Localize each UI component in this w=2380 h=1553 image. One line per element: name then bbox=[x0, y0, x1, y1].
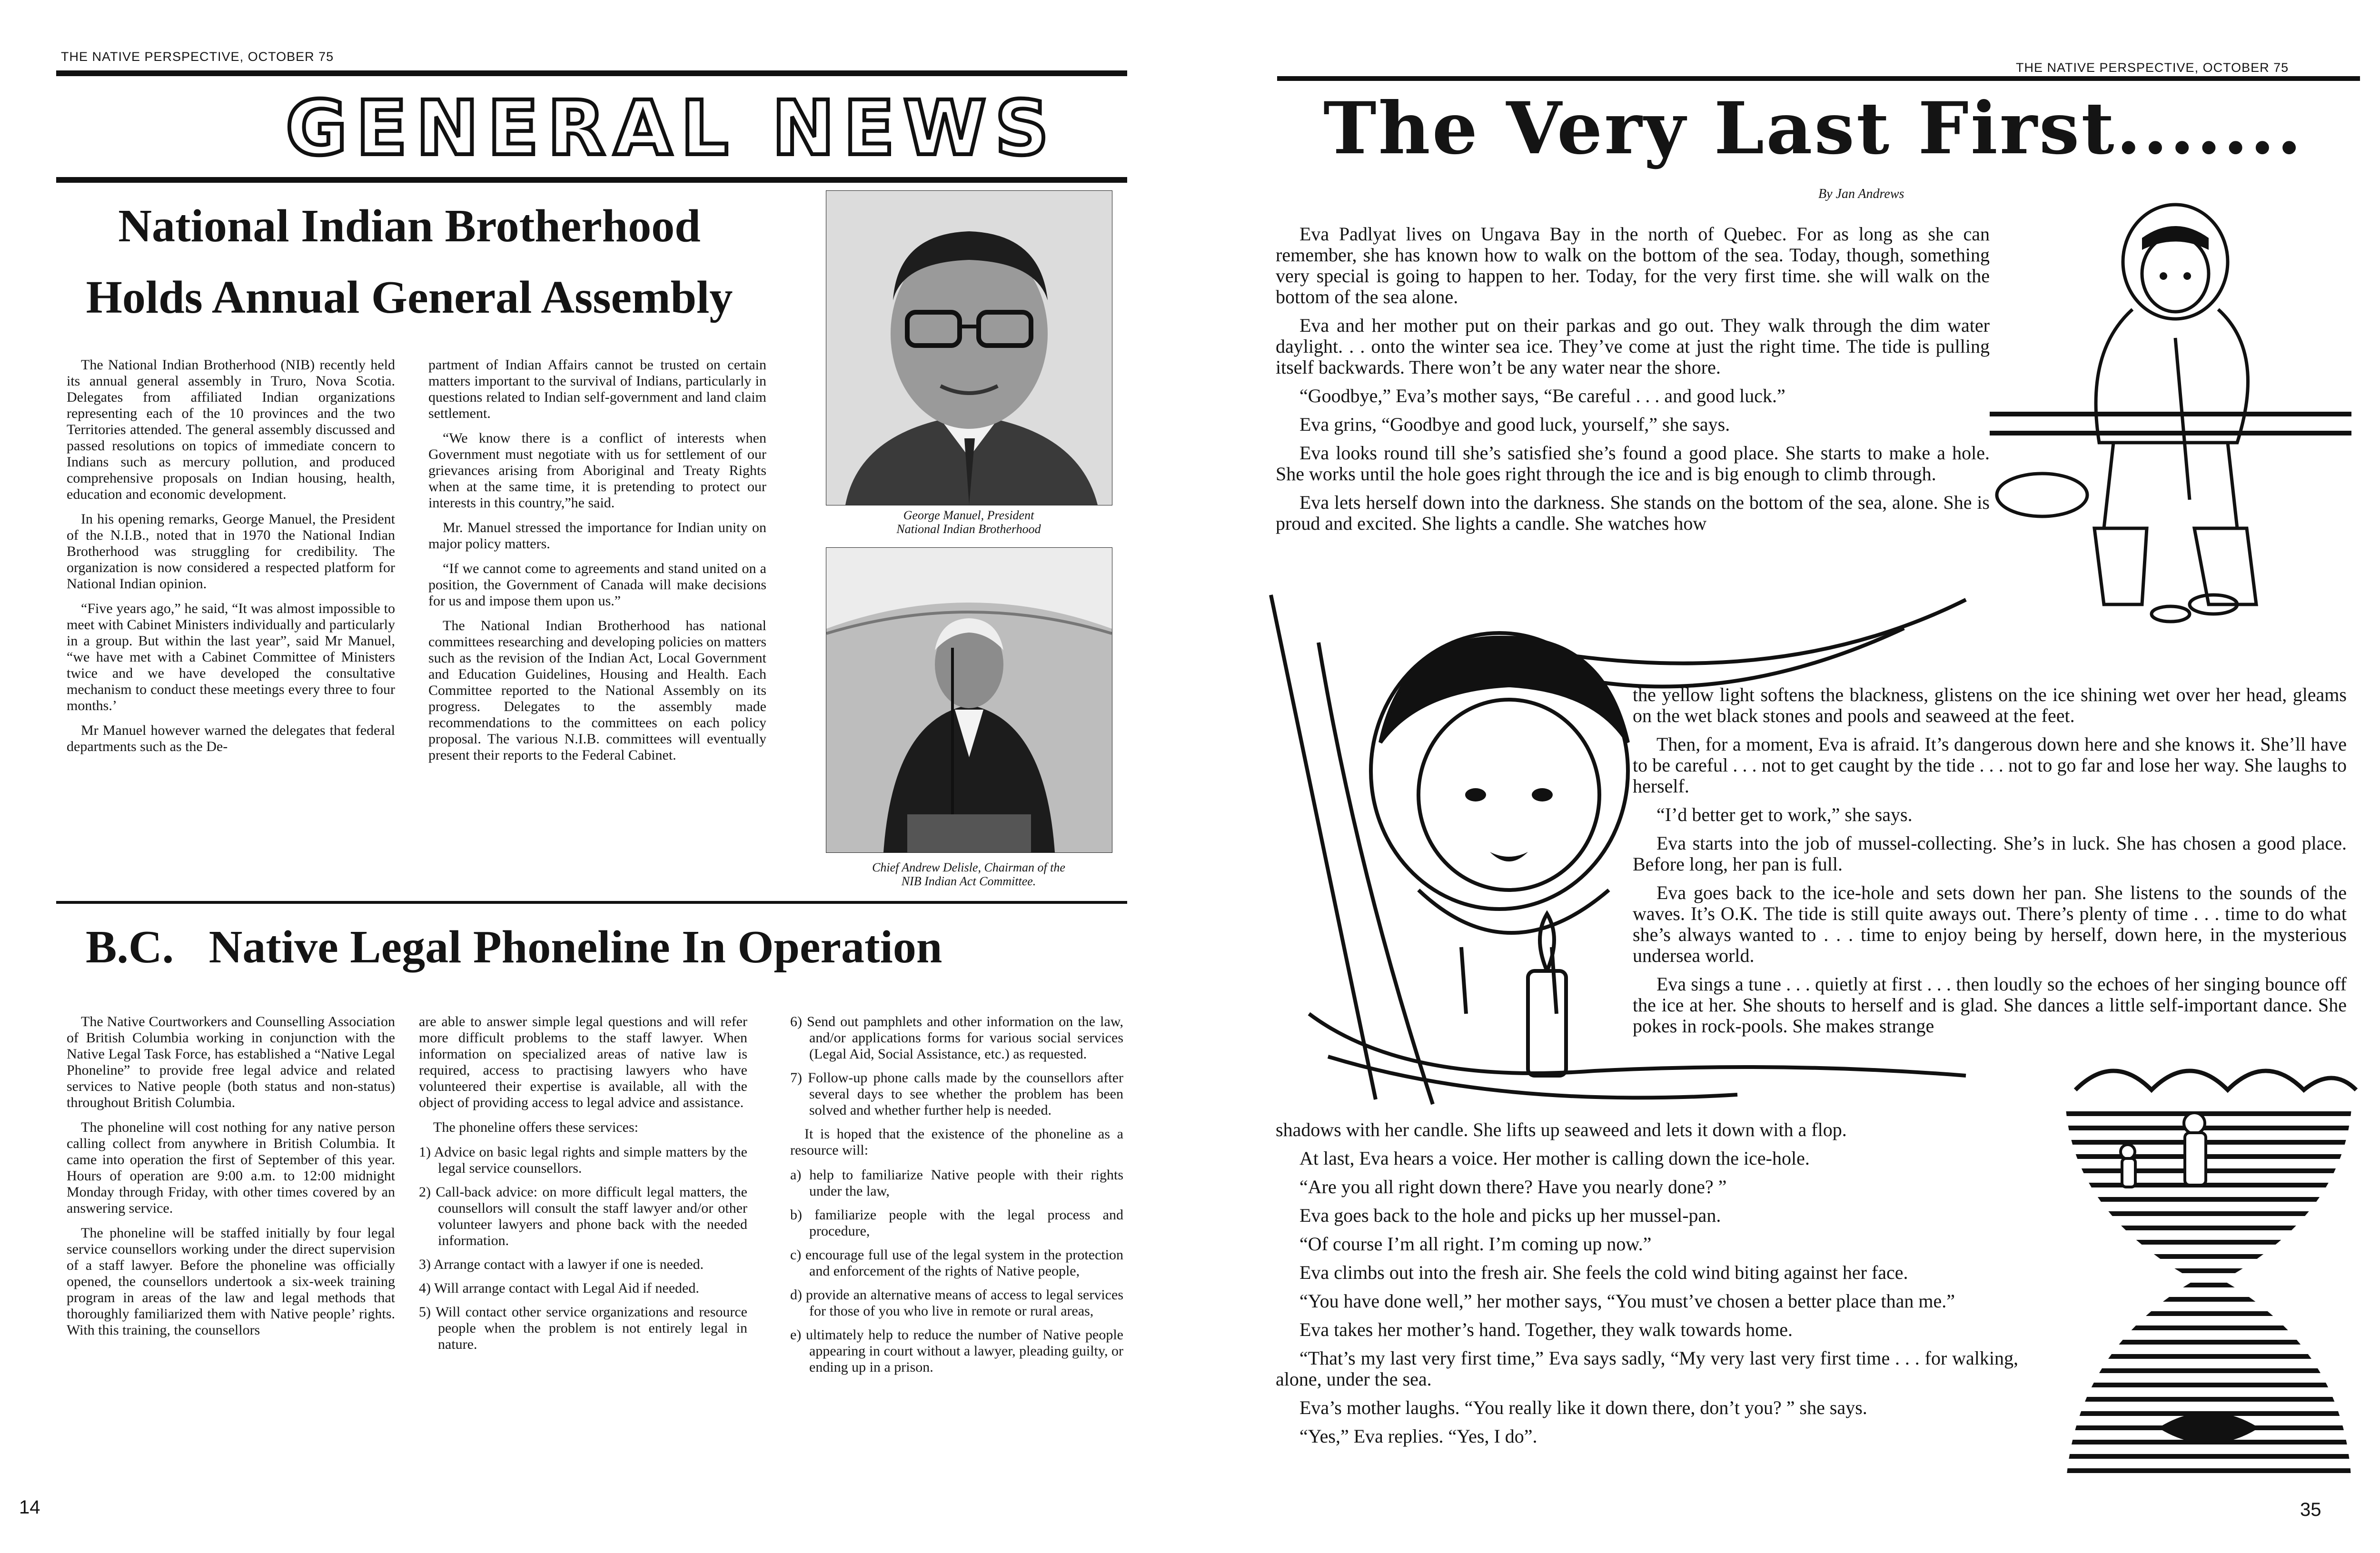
paragraph: “You have done well,” her mother says, “You must’ve chosen a better place than me.” bbox=[1299, 1290, 1955, 1312]
photo-andrew-delisle bbox=[826, 547, 1112, 853]
paragraph: The phoneline will be staffed initially by four legal service counsellors working under the direct supervision of a staff lawyer. Before the phoneline was officially opened, the counsellors undertook a six-week training program in areas of the law and legal methods that thoroughly familiarized them with Native people’ rights. With this training, the counsellors bbox=[67, 1225, 395, 1338]
paragraph: Then, for a moment, Eva is afraid. It’s dangerous down here and she knows it. She’ll have to be careful . . . not to get caught by the tide . . . not to go far and lose her way. She laughs to herself. bbox=[1633, 733, 2347, 797]
portrait-illustration bbox=[826, 191, 1112, 505]
photo-george-manuel bbox=[826, 190, 1112, 505]
list-item: 2) Call-back advice: on more difficult legal matters, the counsellors will consult the staff lawyer and/or other volunteer lawyers and phone back with the needed information. bbox=[419, 1184, 747, 1248]
left-page-number: 14 bbox=[19, 1497, 40, 1518]
right-top-rule bbox=[1277, 76, 2360, 81]
right-running-head: THE NATIVE PERSPECTIVE, OCTOBER 75 bbox=[2016, 60, 2289, 75]
paragraph: Eva starts into the job of mussel-collecting. She’s in luck. She has chosen a good place. Before long, her pan is full. bbox=[1633, 832, 2347, 875]
list-item: 6) Send out pamphlets and other information on the law, and/or applications forms for various social services (Legal Aid, Social Assistance, etc.) as requested. bbox=[790, 1014, 1123, 1062]
paragraph: shadows with her candle. She lifts up seaweed and lets it down with a flop. bbox=[1276, 1119, 1847, 1140]
article2-column-3 bbox=[790, 1014, 1123, 1383]
story-bottom bbox=[1276, 1119, 2018, 1454]
title-rule bbox=[56, 177, 1127, 183]
top-rule bbox=[56, 70, 1127, 76]
paragraph: Eva and her mother put on their parkas and go out. They walk through the dim water daylight. . . onto the winter sea ice. They’ve come at just the right time. The tide is pulling itself backwards. There won’t be any water near the shore. bbox=[1276, 315, 1990, 378]
left-running-head: THE NATIVE PERSPECTIVE, OCTOBER 75 bbox=[61, 49, 334, 64]
paragraph: The Native Courtworkers and Counselling Association of British Columbia working in conjunction with the Native Legal Task Force, has established a “Native Legal Phoneline” to provide free legal advice and related services to Native people (both status and non-status) throughout British Columbia. bbox=[67, 1014, 395, 1110]
paragraph: In his opening remarks, George Manuel, the President of the N.I.B., noted that in 1970 the National Indian Brotherhood was struggling for credibility. The organization is now considered a respected platform for National Indian opinion. bbox=[67, 511, 395, 592]
paragraph: “I’d better get to work,” she says. bbox=[1656, 804, 1913, 825]
paragraph: “Goodbye,” Eva’s mother says, “Be careful . . . and good luck.” bbox=[1299, 385, 1785, 406]
paragraph: At last, Eva hears a voice. Her mother is calling down the ice-hole. bbox=[1299, 1147, 1810, 1169]
hopes-list bbox=[790, 1167, 1123, 1375]
section-title: GENERAL NEWS bbox=[286, 85, 1058, 172]
article1-headline-line2: Holds Annual General Assembly bbox=[86, 272, 733, 323]
paragraph: The National Indian Brotherhood (NIB) recently held its annual general assembly in Truro, Nova Scotia. Delegates from affiliated Indian organizations representing each of the 10 provinces and the two Territories attended. The general assembly discussed and passed resolutions on topics of immediate concern to Indians such as mercury pollution, and produced comprehensive proposals on Indian housing, health, education and economic development. bbox=[67, 357, 395, 502]
article1-column-2 bbox=[428, 357, 766, 772]
paragraph: Eva sings a tune . . . quietly at first . . . then loudly so the echoes of her singing bounce off the ice at her. She shouts to herself and is glad. She dances a little self-important dance. She pokes in rock-pools. She makes strange bbox=[1633, 973, 2347, 1037]
paragraph: Mr Manuel however warned the delegates that federal departments such as the De- bbox=[67, 722, 395, 754]
story-middle bbox=[1633, 684, 2347, 1044]
paragraph: Eva lets herself down into the darkness. She stands on the bottom of the sea, alone. She is proud and excited. She lights a candle. She watches how bbox=[1276, 492, 1990, 534]
paragraph: Eva goes back to the ice-hole and sets down her pan. She listens to the sounds of the waves. It’s O.K. The tide is still quite aways out. There’s plenty of time . . . time to do what she’s always wanted to . . . time to enjoy being by herself, down here, in the mysterious undersea world. bbox=[1633, 882, 2347, 966]
list-item: e) ultimately help to reduce the number of Native people appearing in court without a lawyer, pleading guilty, or ending up in a prison. bbox=[790, 1327, 1123, 1375]
services-list bbox=[419, 1144, 747, 1353]
article2-column-1 bbox=[67, 1014, 395, 1347]
list-item: d) provide an alternative means of access to legal services for those of you who live in remote or rural areas, bbox=[790, 1287, 1123, 1319]
story-top bbox=[1276, 224, 1990, 542]
list-item: 7) Follow-up phone calls made by the counsellors after several days to see whether the problem has been solved and whether further help is needed. bbox=[790, 1070, 1123, 1118]
paragraph: Eva climbs out into the fresh air. She feels the cold wind biting against her face. bbox=[1299, 1262, 1908, 1283]
paragraph: The phoneline will cost nothing for any native person calling collect from anywhere in British Columbia. It came into operation the first of September of this year. Hours of operation are 9:00 a.m. to 12:00 midnight Monday through Friday, with other times covered by an answering service. bbox=[67, 1119, 395, 1216]
list-item: a) help to familiarize Native people with their rights under the law, bbox=[790, 1167, 1123, 1199]
paragraph: Eva Padlyat lives on Ungava Bay in the north of Quebec. For as long as she can remember, she has known how to walk on the bottom of the sea. Today, though, something very special is going to happen to her. Today, for the very first time. she will walk on the bottom of the sea alone. bbox=[1276, 223, 1990, 307]
article2-headline: B.C. Native Legal Phoneline In Operation bbox=[86, 921, 942, 973]
paragraph: Mr. Manuel stressed the importance for Indian unity on major policy matters. bbox=[428, 520, 766, 552]
list-item: 3) Arrange contact with a lawyer if one is needed. bbox=[419, 1256, 704, 1272]
paragraph: the yellow light softens the blackness, glistens on the ice shining wet over her head, gleams on the wet black stones and pools and seaweed at the feet. bbox=[1633, 684, 2347, 726]
caption-line: George Manuel, President bbox=[903, 508, 1034, 522]
list-item: 4) Will arrange contact with Legal Aid if needed. bbox=[419, 1280, 699, 1296]
paragraph: “Yes,” Eva replies. “Yes, I do”. bbox=[1299, 1425, 1537, 1447]
list-item: b) familiarize people with the legal process and procedure, bbox=[790, 1207, 1123, 1239]
services-list-continued bbox=[790, 1014, 1123, 1118]
caption-line: National Indian Brotherhood bbox=[896, 522, 1041, 536]
list-item: 5) Will contact other service organizations and resource people when the problem is not entirely legal in nature. bbox=[419, 1304, 747, 1352]
paragraph: Eva goes back to the hole and picks up her mussel-pan. bbox=[1299, 1205, 1721, 1226]
story-byline: By Jan Andrews bbox=[1818, 187, 1904, 201]
caption-george-manuel bbox=[826, 508, 1111, 536]
paragraph: Eva takes her mother’s hand. Together, they walk towards home. bbox=[1299, 1319, 1793, 1340]
eva-parka-illustration bbox=[1990, 195, 2351, 643]
paragraph: The phoneline offers these services: bbox=[433, 1119, 638, 1135]
paragraph: “Are you all right down there? Have you nearly done? ” bbox=[1299, 1176, 1727, 1197]
paragraph: “Five years ago,” he said, “It was almost impossible to meet with Cabinet Ministers individually and particularly in a group. But within the last year”, said Mr Manuel, “we have met with a Cabinet Committee of Ministers twice and we have developed the consultative mechanism to conduct these meetings every three to four months.’ bbox=[67, 601, 395, 713]
caption-line: Chief Andrew Delisle, Chairman of the bbox=[872, 861, 1065, 874]
list-item: 1) Advice on basic legal rights and simple matters by the legal service counsellors. bbox=[419, 1144, 747, 1176]
paragraph: “If we cannot come to agreements and stand united on a position, the Government of Canada will make decisions for us and impose them upon us.” bbox=[428, 561, 766, 609]
paragraph: are able to answer simple legal questions and will refer more difficult problems to the staff lawyer. When information on specialized areas of native law is required, access to practising lawyers who have volunteered their expertise is available, all with the object of providing access to legal advice and assistance. bbox=[419, 1014, 747, 1110]
paragraph: “That’s my last very first time,” Eva says sadly, “My very last very first time . . . for walking, alone, under the sea. bbox=[1276, 1347, 2018, 1390]
article-divider bbox=[56, 901, 1127, 904]
paragraph: Eva looks round till she’s satisfied she’s found a good place. She starts to make a hole. She works until the hole goes right through the ice and is big enough to climb through. bbox=[1276, 442, 1990, 485]
article2-column-2 bbox=[419, 1014, 747, 1360]
paragraph: “We know there is a conflict of interests when Government must negotiate with us for settlement of our grievances arising from Aboriginal and Treaty Rights when at the same time, it is pretending to protect our interests in this country,”he said. bbox=[428, 430, 766, 511]
right-page-number: 35 bbox=[2300, 1499, 2321, 1520]
story-title: The Very Last First....... bbox=[1323, 87, 2304, 170]
paragraph: partment of Indian Affairs cannot be trusted on certain matters important to the survival of Indians, particularly in questions related to Indian self-government and land claim settlement. bbox=[428, 357, 766, 421]
paragraph: Eva grins, “Goodbye and good luck, yourself,” she says. bbox=[1299, 414, 1730, 435]
paragraph: Eva’s mother laughs. “You really like it down there, don’t you? ” she says. bbox=[1299, 1397, 1867, 1418]
caption-andrew-delisle bbox=[809, 861, 1128, 888]
caption-line: NIB Indian Act Committee. bbox=[901, 874, 1036, 888]
speaker-illustration bbox=[826, 548, 1112, 852]
list-item: c) encourage full use of the legal system in the protection and enforcement of the rights of Native people, bbox=[790, 1247, 1123, 1279]
paragraph: “Of course I’m all right. I’m coming up now.” bbox=[1299, 1233, 1652, 1255]
hourglass-illustration bbox=[2056, 1057, 2361, 1523]
paragraph: It is hoped that the existence of the phoneline as a resource will: bbox=[790, 1126, 1123, 1158]
article1-headline-line1: National Indian Brotherhood bbox=[118, 200, 701, 252]
article1-column-1 bbox=[67, 357, 395, 763]
paragraph: The National Indian Brotherhood has national committees researching and developing policies on matters such as the revision of the Indian Act, Local Government and Education Guidelines, Housing and Health. Each Committee reported to the National Assembly on its progress. Delegates to the assembly made recommendations to the committees on each policy proposal. The various N.I.B. committees will eventually present their reports to the Federal Cabinet. bbox=[428, 618, 766, 763]
